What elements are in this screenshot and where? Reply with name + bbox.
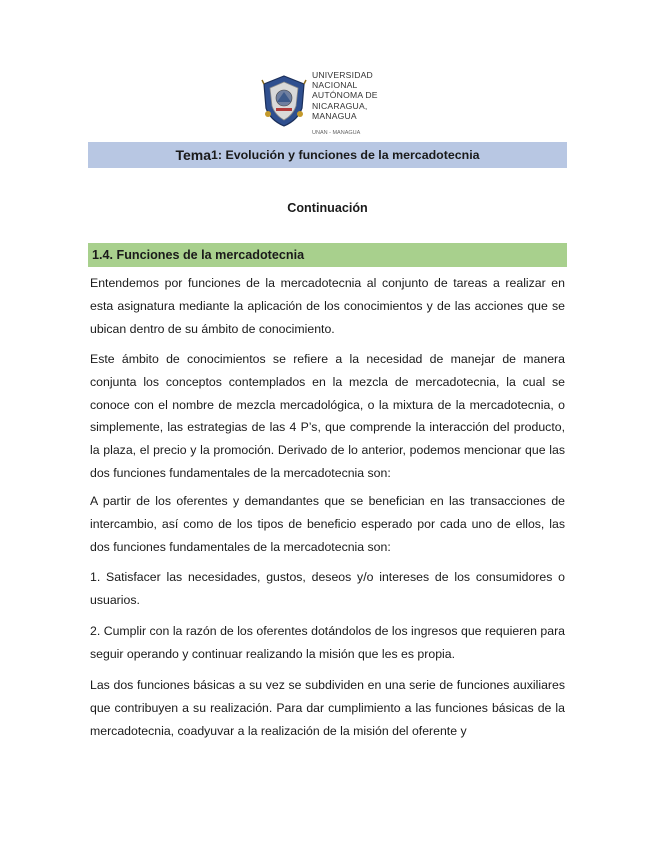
university-name-line: MANAGUA [312, 110, 357, 121]
university-name-line: UNIVERSIDAD [312, 70, 373, 80]
body-paragraph: Las dos funciones básicas a su vez se subdividen en una serie de funciones auxiliares que contribuyen a su realización. Para dar cumplimiento a las funciones básicas de la mercadotecnia, coadyuvar a la realización de la misión del oferente y [90, 678, 565, 738]
topic-title-text: 1: Evolución y funciones de la mercadotecnia [211, 148, 480, 162]
university-name-line: AUTÓNOMA DE [312, 90, 378, 101]
university-name [312, 70, 378, 121]
topic-title-band [88, 142, 567, 168]
university-motto: UNAN - MANAGUA [312, 130, 361, 136]
university-name-line: NACIONAL [312, 80, 358, 91]
list-item-paragraph: 1. Satisfacer las necesidades, gustos, deseos y/o intereses de los consumidores o usuarios. [90, 570, 565, 607]
body-paragraph: Entendemos por funciones de la mercadotecnia al conjunto de tareas a realizar en esta asignatura mediante la aplicación de los conocimientos y de las acciones que se ubican dentro de su ámbito de conocimiento. [90, 276, 565, 336]
page-subtitle: Continuación [287, 201, 368, 215]
body-paragraph: Este ámbito de conocimientos se refiere a la necesidad de manejar de manera conjunta los conceptos contemplados en la mezcla de mercadotecnia, la cual se conoce con el nombre de mezcla mercadológica, o la mixtura de la mercadotecnia, o simplemente, las estrategias de las 4 P’s, que comprende la interacción del producto, la plaza, el precio y la promoción. Derivado de lo anterior, podemos mencionar que las dos funciones fundamentales de la mercadotecnia son: [90, 352, 565, 480]
university-seal-icon [260, 74, 308, 128]
university-logo [260, 70, 390, 138]
section-heading: 1.4. Funciones de la mercadotecnia [88, 243, 567, 267]
list-item-paragraph: 2. Cumplir con la razón de los oferentes dotándolos de los ingresos que requieren para seguir operando y continuar realizando la misión que les es propia. [90, 624, 565, 661]
body-paragraph: A partir de los oferentes y demandantes que se benefician en las transacciones de intercambio, así como de los tipos de beneficio esperado por cada uno de ellos, las dos funciones fundamentales de la mercadotecnia son: [90, 494, 565, 554]
university-name-line: NICARAGUA, [312, 100, 368, 111]
topic-title-label: Tema [175, 147, 211, 163]
